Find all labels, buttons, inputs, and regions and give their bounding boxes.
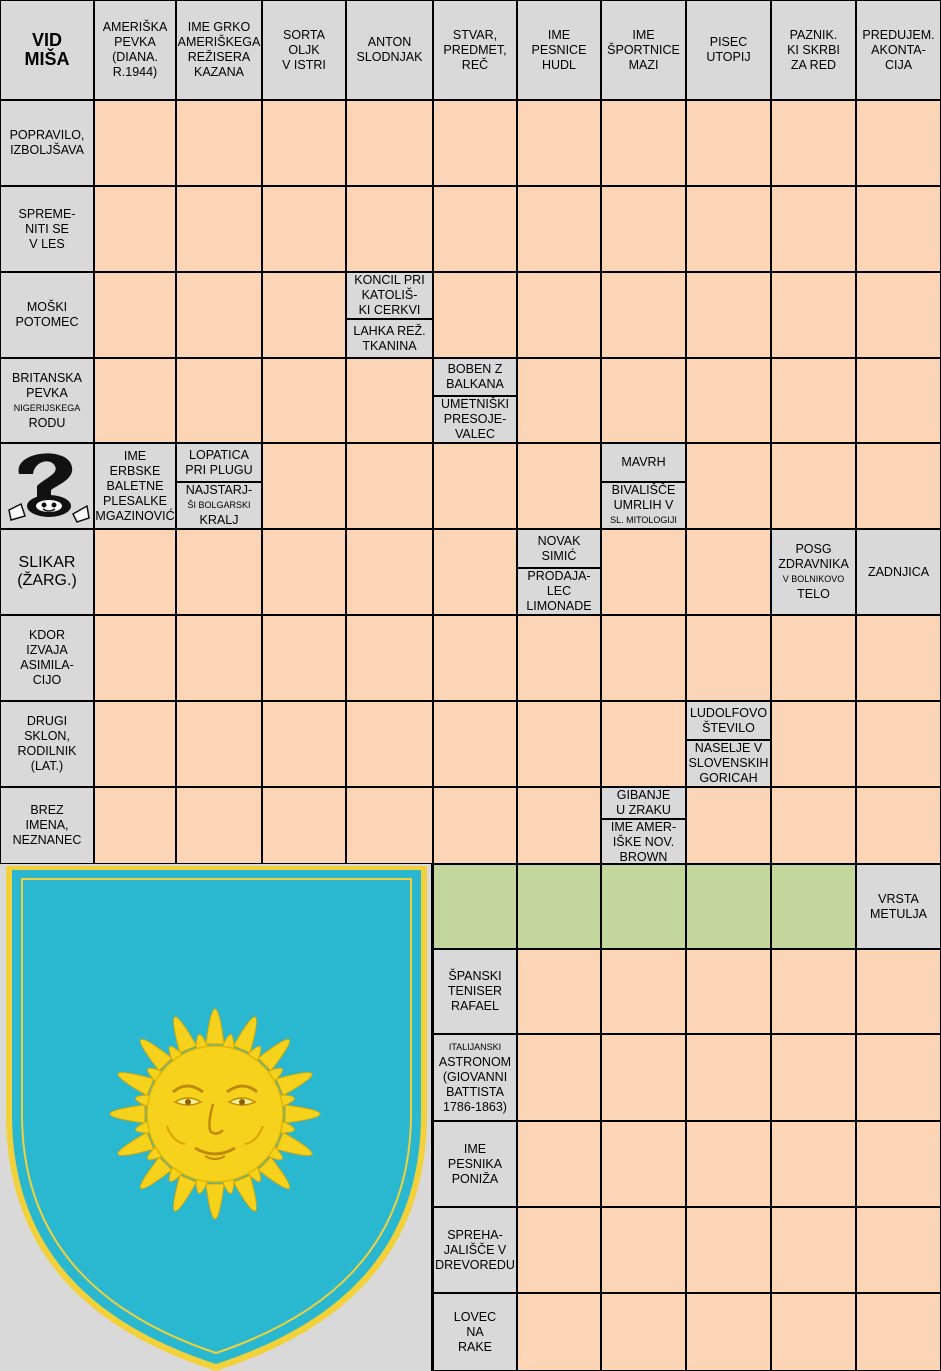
answer-cell[interactable] (687, 788, 770, 863)
answer-cell[interactable] (857, 359, 940, 442)
clue-line: MGAZINOVIĆ (95, 508, 175, 523)
answer-cell[interactable] (177, 702, 261, 786)
clue-line: IZBOLJŠAVA (10, 143, 84, 157)
clue-line: MAVRH (621, 455, 666, 469)
answer-cell[interactable] (95, 788, 175, 863)
clue-line: PREDUJEM. (862, 27, 935, 42)
answer-cell[interactable] (687, 1208, 770, 1292)
clue-line: AKONTA- (871, 42, 926, 57)
answer-cell[interactable] (434, 616, 516, 700)
clue-line: IME (463, 1141, 487, 1156)
clue-line: MAZI (628, 57, 659, 72)
clue-line: NEZNANEC (12, 833, 82, 847)
answer-cell[interactable] (772, 273, 855, 357)
clue-line: IŠKE NOV. (612, 835, 675, 849)
clue-line: NAJSTARJ- (185, 483, 253, 497)
answer-cell[interactable] (687, 1294, 770, 1370)
clue-line: IME (547, 27, 571, 42)
answer-cell[interactable] (518, 101, 600, 185)
answer-cell[interactable] (602, 530, 685, 614)
clue-line: KAZANA (193, 65, 244, 79)
clue-line: NASELJE V (694, 741, 763, 755)
column-clue (772, 1, 855, 99)
clue-line: OLJK (288, 42, 320, 57)
inner-clue (772, 530, 855, 614)
answer-cell[interactable] (602, 1208, 685, 1292)
clue-line: BATTISTA (446, 1085, 504, 1099)
clue-line: ASTRONOM (438, 1055, 512, 1069)
clue-line: KI SKRBI (787, 42, 840, 57)
answer-cell[interactable] (95, 273, 175, 357)
clue-line: LOPATICA (189, 447, 249, 462)
clue-line: IME (123, 448, 147, 463)
clue-line: (LAT.) (30, 759, 64, 773)
clue-line: ŠPORTNICE (607, 42, 680, 57)
answer-cell[interactable] (602, 187, 685, 271)
clue-line: U ZRAKU (616, 803, 671, 817)
clue-half (518, 530, 600, 567)
column-clue (434, 1, 516, 99)
question-mark-gramophone-icon (1, 444, 93, 528)
answer-cell[interactable] (857, 1122, 940, 1206)
clue-line: SPREHA- (447, 1227, 503, 1242)
clue-line: VRSTA (878, 891, 919, 906)
clue-line: IZVAJA (26, 643, 68, 657)
clue-line: UTOPIJ (706, 50, 751, 64)
answer-cell[interactable] (263, 530, 345, 614)
row-clue (1, 101, 93, 185)
clue-half (434, 359, 516, 395)
answer-cell[interactable] (518, 187, 600, 271)
answer-cell[interactable] (177, 273, 261, 357)
clue-line: BREZ (30, 803, 64, 817)
clue-line: DREVOREDU (435, 1257, 515, 1272)
clue-line: SORTA (283, 27, 325, 42)
answer-cell[interactable] (687, 530, 770, 614)
answer-cell[interactable] (687, 187, 770, 271)
clue-line: POPRAVILO, (9, 128, 85, 142)
answer-cell[interactable] (772, 616, 855, 700)
clue-half (602, 788, 685, 818)
answer-cell[interactable] (857, 444, 940, 528)
clue-line: KDOR (28, 628, 66, 642)
clue-line: ZADNJICA (867, 564, 930, 579)
clue-line: (ŽARG.) (17, 572, 77, 589)
answer-cell[interactable] (772, 101, 855, 185)
inner-clue (518, 530, 600, 614)
clue-line: SLODNJAK (356, 50, 423, 64)
clue-line: SIMIĆ (541, 548, 577, 563)
clue-line: KATOLIŠ- (361, 288, 418, 302)
clue-line: DRUGI (26, 714, 68, 728)
clue-line: BOBEN Z (447, 362, 503, 376)
clue-line: LOVEC (453, 1309, 497, 1324)
answer-cell[interactable] (177, 359, 261, 442)
column-clue (518, 1, 600, 99)
answer-cell[interactable] (602, 1294, 685, 1370)
clue-line: IME AMER- (610, 820, 677, 834)
answer-cell[interactable] (434, 187, 516, 271)
clue-line: NOVAK (537, 533, 581, 548)
row-clue (434, 1122, 516, 1206)
clue-line: PRI PLUGU (185, 462, 253, 477)
inner-clue (95, 444, 175, 528)
clue-half (347, 318, 432, 357)
clue-line: BIVALIŠČE (611, 483, 676, 497)
clue-line: 1786-1863) (443, 1100, 507, 1114)
row-clue (1, 187, 93, 271)
clue-line: BROWN (619, 850, 668, 863)
inner-clue (434, 359, 516, 442)
answer-cell[interactable] (687, 950, 770, 1033)
row-clue (1, 616, 93, 700)
row-clue (434, 950, 516, 1033)
sun-face-coat-of-arms (0, 864, 431, 1371)
clue-line: IME GRKO (187, 20, 251, 34)
clue-line: RODU (28, 415, 66, 430)
answer-cell[interactable] (434, 273, 516, 357)
clue-line: PEVKA (26, 385, 68, 400)
answer-cell[interactable] (263, 702, 345, 786)
clue-line: VID (31, 30, 62, 50)
answer-cell[interactable] (772, 865, 855, 948)
column-clue (177, 1, 261, 99)
clue-line: LIMONADE (526, 599, 592, 613)
inner-clue (602, 788, 685, 863)
clue-line: PESNIKA (447, 1156, 503, 1171)
answer-cell[interactable] (518, 865, 600, 948)
clue-line: KI CERKVI (358, 303, 421, 317)
clue-line: BRITANSKA (12, 370, 82, 385)
column-clue (857, 1, 940, 99)
clue-line: RAFAEL (451, 999, 499, 1013)
answer-cell[interactable] (857, 101, 940, 185)
clue-line: AMERIŠKA (102, 20, 168, 34)
answer-cell[interactable] (687, 273, 770, 357)
column-clue (95, 1, 175, 99)
clue-line: KRALJ (199, 513, 239, 527)
answer-cell[interactable] (347, 359, 432, 442)
clue-line: V ISTRI (282, 57, 326, 72)
answer-cell[interactable] (772, 359, 855, 442)
clue-line: UMETNIŠKI (440, 397, 510, 411)
answer-cell[interactable] (687, 359, 770, 442)
clue-line: LAHKA REŽ. (353, 323, 426, 338)
answer-cell[interactable] (772, 1035, 855, 1120)
answer-cell[interactable] (772, 1294, 855, 1370)
answer-cell[interactable] (347, 616, 432, 700)
answer-cell[interactable] (434, 788, 516, 863)
answer-cell[interactable] (772, 702, 855, 786)
answer-cell[interactable] (857, 1035, 940, 1120)
clue-half (602, 818, 685, 863)
clue-half (602, 481, 685, 528)
clue-line: TENISER (447, 984, 503, 998)
answer-cell[interactable] (518, 1294, 600, 1370)
answer-cell[interactable] (772, 1208, 855, 1292)
answer-cell[interactable] (602, 1122, 685, 1206)
inner-clue (177, 444, 261, 528)
puzzle-title (1, 1, 93, 99)
answer-cell[interactable] (263, 788, 345, 863)
clue-line: PEVKA (114, 35, 156, 49)
clue-half (434, 395, 516, 442)
answer-cell[interactable] (518, 1122, 600, 1206)
answer-cell[interactable] (857, 702, 940, 786)
clue-line: MIŠA (24, 49, 70, 69)
clue-line: ASIMILA- (20, 658, 74, 672)
clue-line: RAKE (457, 1339, 493, 1354)
clue-line: GIBANJE (616, 788, 671, 802)
answer-cell[interactable] (95, 359, 175, 442)
clue-line: (GIOVANNI (442, 1070, 508, 1084)
answer-cell[interactable] (518, 616, 600, 700)
clue-line: AMERIŠKEGA (177, 35, 261, 49)
row-clue (1, 702, 93, 786)
answer-cell[interactable] (518, 702, 600, 786)
answer-cell[interactable] (95, 616, 175, 700)
clue-line: (DIANA. (112, 50, 158, 64)
clue-half (177, 481, 261, 528)
clue-line: KONCIL PRI (354, 273, 425, 287)
answer-cell[interactable] (518, 273, 600, 357)
clue-line: PONIŽA (451, 1171, 499, 1186)
answer-cell[interactable] (857, 1208, 940, 1292)
answer-cell[interactable] (518, 444, 600, 528)
clue-half (602, 444, 685, 481)
answer-cell[interactable] (602, 950, 685, 1033)
clue-line: METULJA (870, 906, 927, 921)
row-clue (1, 273, 93, 357)
answer-cell[interactable] (434, 530, 516, 614)
inner-clue (687, 702, 770, 786)
answer-cell[interactable] (434, 101, 516, 185)
clue-line: PRESOJE- (443, 412, 507, 426)
answer-cell[interactable] (857, 1294, 940, 1370)
answer-cell[interactable] (857, 187, 940, 271)
row-clue (1, 359, 93, 442)
clue-line: POSG (795, 542, 832, 556)
row-clue (1, 530, 93, 614)
clue-line: RODILNIK (17, 744, 77, 758)
inner-clue (857, 865, 940, 948)
answer-cell[interactable] (602, 273, 685, 357)
answer-cell[interactable] (518, 950, 600, 1033)
clue-line: PISEC (709, 35, 748, 49)
answer-cell[interactable] (263, 359, 345, 442)
column-clue (602, 1, 685, 99)
answer-cell[interactable] (857, 273, 940, 357)
answer-cell[interactable] (263, 187, 345, 271)
clue-line: REŽISERA (187, 50, 251, 64)
clue-half (687, 702, 770, 739)
column-clue (687, 1, 770, 99)
clue-line: SL. MITOLOGIJI (610, 515, 677, 525)
clue-line: ŠTEVILO (702, 720, 755, 735)
clue-line: ŠI BOLGARSKI (187, 500, 251, 510)
clue-line: NA (466, 1324, 484, 1339)
answer-cell[interactable] (687, 1122, 770, 1206)
row-clue (434, 1294, 516, 1370)
clue-line: VALEC (454, 427, 496, 441)
clue-line: ZA RED (790, 57, 837, 72)
clue-line: ANTON (367, 35, 412, 49)
clue-line: GORICAH (699, 771, 758, 785)
clue-line: ŠPANSKI (448, 969, 502, 983)
clue-half (687, 739, 770, 786)
answer-cell[interactable] (772, 950, 855, 1033)
inner-clue (347, 273, 432, 357)
row-clue (434, 1035, 516, 1120)
clue-line: PESNICE (531, 42, 587, 57)
answer-cell[interactable] (177, 616, 261, 700)
clue-line: CIJO (32, 673, 62, 687)
answer-cell[interactable] (434, 702, 516, 786)
clue-line: SKLON, (24, 729, 70, 743)
answer-cell[interactable] (602, 359, 685, 442)
inner-clue (602, 444, 685, 528)
clue-line: BALETNE (106, 478, 164, 493)
clue-half (347, 273, 432, 318)
clue-line: ERBSKE (109, 463, 161, 478)
clue-line: STVAR, (452, 27, 498, 42)
clue-line: PRODAJA- (527, 569, 591, 583)
clue-half (518, 567, 600, 614)
answer-cell[interactable] (857, 616, 940, 700)
clue-line: LEC (546, 584, 572, 598)
clue-half (177, 444, 261, 481)
clue-line: SPREME- (18, 206, 76, 221)
answer-cell[interactable] (347, 530, 432, 614)
answer-cell[interactable] (518, 1035, 600, 1120)
answer-cell[interactable] (602, 101, 685, 185)
column-clue (263, 1, 345, 99)
clue-line: V LES (29, 236, 65, 251)
answer-cell[interactable] (518, 788, 600, 863)
answer-cell[interactable] (347, 444, 432, 528)
inner-clue (857, 530, 940, 614)
clue-line: R.1944) (112, 65, 158, 79)
clue-line: IMENA, (25, 818, 69, 832)
answer-cell[interactable] (347, 187, 432, 271)
answer-cell[interactable] (95, 702, 175, 786)
clue-line: REČ (461, 57, 489, 72)
answer-cell[interactable] (434, 444, 516, 528)
clue-line: ZDRAVNIKA (778, 557, 849, 571)
row-clue (1, 788, 93, 863)
column-clue (347, 1, 432, 99)
answer-cell[interactable] (177, 530, 261, 614)
clue-line: V BOLNIKOVO (782, 574, 845, 584)
clue-line: CIJA (884, 57, 913, 72)
answer-cell[interactable] (772, 187, 855, 271)
clue-line: SLOVENSKIH (688, 756, 769, 770)
clue-line: BALKANA (446, 377, 504, 391)
clue-line: HUDL (541, 57, 577, 72)
clue-line: NIGERIJSKEGA (13, 402, 81, 413)
answer-cell[interactable] (687, 1035, 770, 1120)
answer-cell[interactable] (602, 865, 685, 948)
answer-cell[interactable] (95, 101, 175, 185)
answer-cell[interactable] (263, 616, 345, 700)
clue-line: SLIKAR (18, 554, 76, 571)
answer-cell[interactable] (518, 1208, 600, 1292)
answer-cell[interactable] (177, 788, 261, 863)
row-clue (434, 1208, 516, 1292)
answer-cell[interactable] (857, 950, 940, 1033)
answer-cell[interactable] (602, 1035, 685, 1120)
clue-line: NITI SE (25, 221, 69, 236)
clue-line: POTOMEC (15, 315, 79, 329)
answer-cell[interactable] (602, 616, 685, 700)
answer-cell[interactable] (687, 101, 770, 185)
clue-line: PAZNIK. (789, 27, 838, 42)
clue-line: JALIŠČE V (443, 1242, 507, 1257)
clue-line: LUDOLFOVO (689, 705, 768, 720)
answer-cell[interactable] (263, 273, 345, 357)
answer-cell[interactable] (263, 444, 345, 528)
answer-cell[interactable] (772, 1122, 855, 1206)
answer-cell[interactable] (687, 616, 770, 700)
answer-cell[interactable] (857, 788, 940, 863)
clue-line: ITALIJANSKI (448, 1042, 502, 1052)
answer-cell[interactable] (347, 788, 432, 863)
answer-cell[interactable] (177, 187, 261, 271)
answer-cell[interactable] (347, 702, 432, 786)
answer-cell[interactable] (347, 101, 432, 185)
clue-line: MOŠKI (26, 300, 68, 314)
clue-line: TELO (797, 587, 830, 601)
answer-cell[interactable] (434, 865, 516, 948)
answer-cell[interactable] (518, 359, 600, 442)
answer-cell[interactable] (602, 702, 685, 786)
clue-line: UMRLIH V (613, 498, 674, 512)
answer-cell[interactable] (95, 187, 175, 271)
answer-cell[interactable] (772, 788, 855, 863)
clue-line: IME (632, 27, 655, 42)
answer-cell[interactable] (95, 530, 175, 614)
answer-cell[interactable] (687, 865, 770, 948)
clue-line: PREDMET, (443, 42, 507, 57)
answer-cell[interactable] (687, 444, 770, 528)
clue-line: PLESALKE (103, 493, 167, 508)
clue-line: TKANINA (362, 338, 417, 353)
answer-cell[interactable] (177, 101, 261, 185)
answer-cell[interactable] (263, 101, 345, 185)
answer-cell[interactable] (772, 444, 855, 528)
